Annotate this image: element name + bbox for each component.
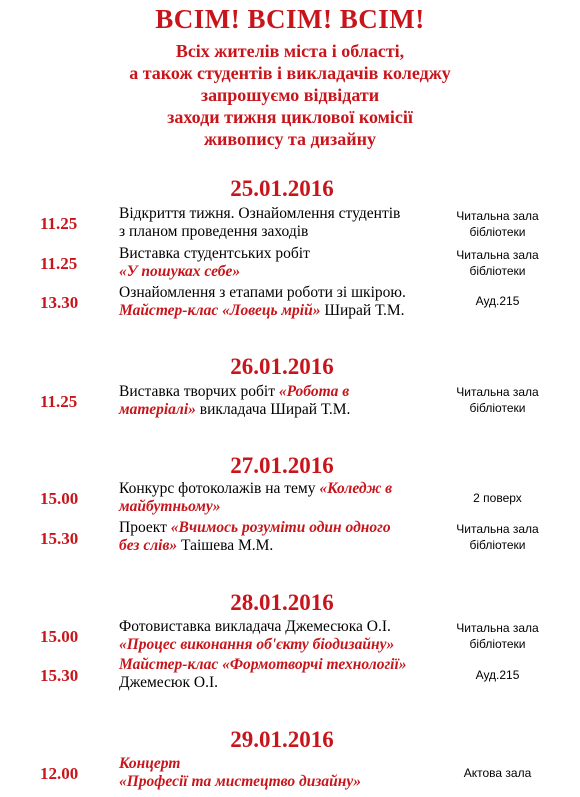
event-description: [119, 656, 449, 692]
invitation-line: Всіх жителів міста і області,: [175, 41, 405, 61]
event-time: 12.00: [40, 764, 79, 783]
event-time: 15.30: [40, 666, 79, 685]
event-text: Виставка студентських робіт: [119, 245, 310, 262]
place-line: бібліотеки: [469, 637, 526, 651]
event-place: [450, 667, 545, 683]
event-highlight: «Процес виконання об'єкту біодизайну»: [119, 636, 395, 653]
event-description: [119, 618, 449, 654]
event-description: [119, 284, 449, 320]
place-line: Актова зала: [463, 766, 532, 780]
day-date: 29.01.2016: [230, 727, 334, 752]
event-highlight: Концерт: [119, 755, 181, 772]
invitation-line: заходи тижня циклової комісії: [167, 107, 413, 127]
event-highlight: «Робота в: [278, 383, 350, 400]
event-time: 15.00: [40, 489, 79, 508]
place-line: бібліотеки: [469, 401, 526, 415]
place-line: Читальна зала: [456, 209, 539, 223]
event-place: [450, 521, 545, 553]
event-text: Конкурс фотоколажів на тему: [119, 480, 320, 497]
event-text: Відкриття тижня. Ознайомлення студентів: [119, 205, 401, 222]
invitation-line: живопису та дизайну: [203, 129, 377, 149]
event-text: викладача Ширай Т.М.: [195, 401, 351, 418]
place-line: Читальна зала: [456, 621, 539, 635]
event-highlight: матеріалі»: [119, 401, 196, 418]
place-line: Читальна зала: [456, 522, 539, 536]
event-time: 15.00: [40, 627, 79, 646]
event-time: 11.25: [40, 392, 78, 411]
day-date: 26.01.2016: [230, 354, 334, 379]
event-place: [450, 765, 545, 781]
place-line: бібліотеки: [469, 225, 526, 239]
day-date: 28.01.2016: [230, 590, 334, 615]
event-highlight: «У пошуках себе»: [119, 263, 241, 280]
invitation-text: [0, 40, 580, 150]
event-text: Таішева М.М.: [177, 537, 274, 554]
event-text: Ширай Т.М.: [320, 302, 405, 319]
event-time: 11.25: [40, 214, 78, 233]
event-highlight: «Вчимось розуміти один одного: [170, 519, 391, 536]
event-time: 13.30: [40, 293, 79, 312]
event-description: [119, 755, 449, 791]
event-highlight: «Професії та мистецтво дизайну»: [119, 773, 361, 790]
event-place: [450, 293, 545, 309]
event-text: з планом проведення заходів: [119, 223, 309, 240]
event-text: Ознайомлення з етапами роботи зі шкірою.: [119, 284, 406, 301]
event-description: [119, 205, 449, 241]
event-text: Джемесюк О.І.: [119, 674, 219, 691]
event-highlight: Майстер-клас «Формотворчі технології»: [119, 656, 407, 673]
event-time: 11.25: [40, 254, 78, 273]
place-line: Читальна зала: [456, 385, 539, 399]
event-time: 15.30: [40, 529, 79, 548]
event-place: [450, 620, 545, 652]
event-place: [450, 384, 545, 416]
event-description: [119, 480, 449, 516]
place-line: Ауд.215: [475, 668, 520, 682]
invitation-line: запрошуємо відвідати: [200, 85, 380, 105]
event-highlight: «Коледж в: [319, 480, 393, 497]
event-highlight: без слів»: [119, 537, 178, 554]
event-highlight: Майстер-клас «Ловець мрій»: [119, 302, 321, 319]
event-description: [119, 383, 449, 419]
place-line: 2 поверх: [473, 491, 522, 505]
event-description: [119, 519, 449, 555]
event-text: Виставка творчих робіт: [119, 383, 279, 400]
place-line: бібліотеки: [469, 264, 526, 278]
poster-title: ВСІМ! ВСІМ! ВСІМ!: [155, 4, 425, 34]
event-highlight: майбутньому»: [119, 498, 221, 515]
event-text: Фотовиставка викладача Джемесюка О.І.: [119, 618, 391, 635]
event-text: Проект: [119, 519, 171, 536]
event-place: [450, 208, 545, 240]
event-place: [450, 247, 545, 279]
event-description: [119, 245, 449, 281]
event-place: [450, 490, 545, 506]
place-line: Ауд.215: [475, 294, 520, 308]
place-line: бібліотеки: [469, 538, 526, 552]
invitation-line: а також студентів і викладачів коледжу: [129, 63, 451, 83]
day-date: 25.01.2016: [230, 176, 334, 201]
place-line: Читальна зала: [456, 248, 539, 262]
day-date: 27.01.2016: [230, 453, 334, 478]
